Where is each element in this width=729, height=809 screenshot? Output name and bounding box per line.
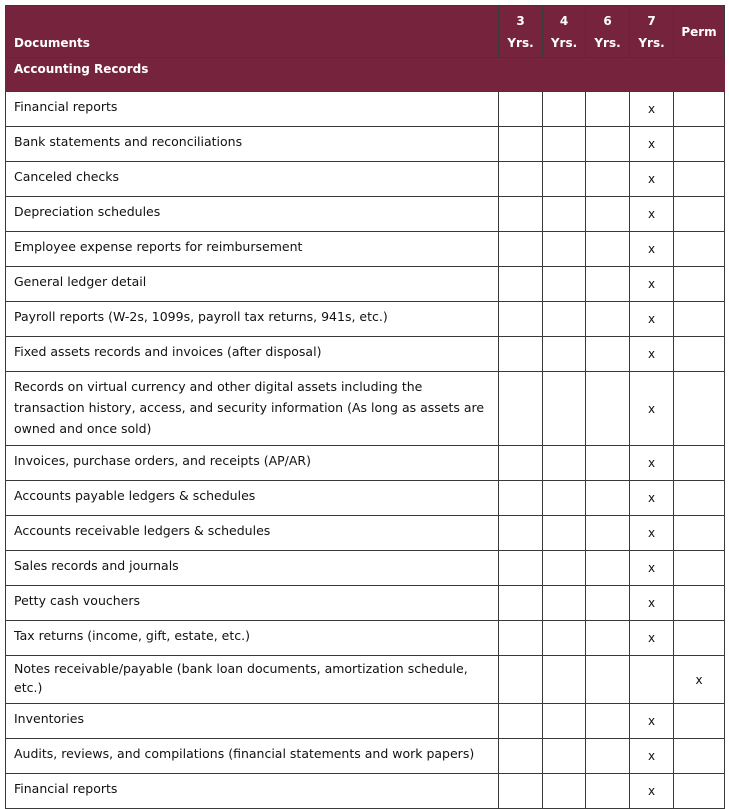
cell-3-yrs — [499, 516, 543, 551]
cell-6-yrs — [586, 197, 630, 232]
cell-perm — [674, 551, 725, 586]
header-4-yrs: 4 Yrs. — [543, 6, 586, 58]
cell-3-yrs — [499, 197, 543, 232]
cell-6-yrs — [586, 302, 630, 337]
cell-6-yrs — [586, 232, 630, 267]
cell-perm — [674, 232, 725, 267]
cell-7-yrs: x — [630, 127, 674, 162]
cell-3-yrs — [499, 162, 543, 197]
cell-7-yrs: x — [630, 162, 674, 197]
table-row — [6, 774, 725, 809]
cell-3-yrs — [499, 656, 543, 704]
table-row — [6, 372, 725, 446]
table-row — [6, 162, 725, 197]
cell-4-yrs — [543, 551, 586, 586]
cell-3-yrs — [499, 267, 543, 302]
cell-3-yrs — [499, 302, 543, 337]
cell-7-yrs: x — [630, 337, 674, 372]
cell-7-yrs: x — [630, 586, 674, 621]
cell-3-yrs — [499, 621, 543, 656]
cell-7-yrs: x — [630, 551, 674, 586]
cell-3-yrs — [499, 739, 543, 774]
cell-7-yrs: x — [630, 481, 674, 516]
cell-6-yrs — [586, 127, 630, 162]
cell-6-yrs — [586, 621, 630, 656]
table-row — [6, 232, 725, 267]
cell-4-yrs — [543, 446, 586, 481]
cell-3-yrs — [499, 704, 543, 739]
cell-perm — [674, 197, 725, 232]
cell-perm — [674, 739, 725, 774]
document-name: Audits, reviews, and compilations (financial statements and work papers) — [6, 739, 499, 774]
document-name: Employee expense reports for reimbursement — [6, 232, 499, 267]
document-name: Accounts payable ledgers & schedules — [6, 481, 499, 516]
header-7-yrs: 7 Yrs. — [630, 6, 674, 58]
header-perm: Perm — [674, 6, 725, 58]
cell-6-yrs — [586, 704, 630, 739]
retention-table — [5, 5, 725, 809]
document-name: Bank statements and reconciliations — [6, 127, 499, 162]
cell-perm — [674, 586, 725, 621]
cell-7-yrs: x — [630, 774, 674, 809]
document-name: Payroll reports (W-2s, 1099s, payroll tax returns, 941s, etc.) — [6, 302, 499, 337]
cell-4-yrs — [543, 197, 586, 232]
cell-4-yrs — [543, 302, 586, 337]
cell-6-yrs — [586, 162, 630, 197]
table-row — [6, 197, 725, 232]
cell-perm — [674, 774, 725, 809]
table-row — [6, 337, 725, 372]
cell-6-yrs — [586, 481, 630, 516]
header-6-yrs: 6 Yrs. — [586, 6, 630, 58]
header-3-yrs: 3 Yrs. — [499, 6, 543, 58]
cell-6-yrs — [586, 372, 630, 446]
cell-4-yrs — [543, 127, 586, 162]
cell-7-yrs: x — [630, 197, 674, 232]
cell-3-yrs — [499, 232, 543, 267]
cell-perm — [674, 621, 725, 656]
document-name: Invoices, purchase orders, and receipts (AP/AR) — [6, 446, 499, 481]
cell-7-yrs: x — [630, 739, 674, 774]
document-name: Sales records and journals — [6, 551, 499, 586]
cell-3-yrs — [499, 481, 543, 516]
cell-4-yrs — [543, 774, 586, 809]
cell-7-yrs: x — [630, 516, 674, 551]
cell-perm — [674, 446, 725, 481]
cell-3-yrs — [499, 446, 543, 481]
document-name: Tax returns (income, gift, estate, etc.) — [6, 621, 499, 656]
cell-6-yrs — [586, 92, 630, 127]
table-row — [6, 446, 725, 481]
cell-6-yrs — [586, 446, 630, 481]
cell-6-yrs — [586, 774, 630, 809]
cell-4-yrs — [543, 481, 586, 516]
cell-perm — [674, 337, 725, 372]
cell-4-yrs — [543, 516, 586, 551]
table-row — [6, 267, 725, 302]
cell-perm — [674, 162, 725, 197]
cell-6-yrs — [586, 739, 630, 774]
table-row — [6, 704, 725, 739]
cell-7-yrs: x — [630, 92, 674, 127]
table-row — [6, 586, 725, 621]
cell-3-yrs — [499, 551, 543, 586]
table-row — [6, 516, 725, 551]
cell-3-yrs — [499, 586, 543, 621]
table-row — [6, 656, 725, 704]
cell-4-yrs — [543, 92, 586, 127]
cell-6-yrs — [586, 551, 630, 586]
table-row — [6, 92, 725, 127]
cell-perm — [674, 372, 725, 446]
cell-7-yrs: x — [630, 372, 674, 446]
cell-7-yrs: x — [630, 446, 674, 481]
section-row — [6, 58, 725, 92]
cell-4-yrs — [543, 267, 586, 302]
cell-perm: x — [674, 656, 725, 704]
cell-7-yrs: x — [630, 704, 674, 739]
document-name: Depreciation schedules — [6, 197, 499, 232]
table-row — [6, 302, 725, 337]
document-name: Financial reports — [6, 774, 499, 809]
table-row — [6, 621, 725, 656]
cell-4-yrs — [543, 739, 586, 774]
cell-perm — [674, 302, 725, 337]
document-name: Financial reports — [6, 92, 499, 127]
cell-6-yrs — [586, 586, 630, 621]
cell-4-yrs — [543, 372, 586, 446]
cell-3-yrs — [499, 92, 543, 127]
cell-7-yrs: x — [630, 232, 674, 267]
cell-4-yrs — [543, 162, 586, 197]
cell-7-yrs: x — [630, 267, 674, 302]
cell-4-yrs — [543, 704, 586, 739]
document-name: Canceled checks — [6, 162, 499, 197]
cell-3-yrs — [499, 337, 543, 372]
table-row — [6, 481, 725, 516]
header-documents: Documents — [6, 6, 499, 58]
cell-4-yrs — [543, 232, 586, 267]
cell-4-yrs — [543, 337, 586, 372]
document-name: Accounts receivable ledgers & schedules — [6, 516, 499, 551]
table-row — [6, 551, 725, 586]
cell-7-yrs — [630, 656, 674, 704]
cell-3-yrs — [499, 127, 543, 162]
document-name: Fixed assets records and invoices (after disposal) — [6, 337, 499, 372]
table-row — [6, 739, 725, 774]
table-row — [6, 127, 725, 162]
cell-6-yrs — [586, 656, 630, 704]
cell-4-yrs — [543, 621, 586, 656]
cell-4-yrs — [543, 586, 586, 621]
cell-perm — [674, 481, 725, 516]
cell-perm — [674, 516, 725, 551]
cell-4-yrs — [543, 656, 586, 704]
document-name: Records on virtual currency and other digital assets including the transaction history, access, and security information (As long as assets are owned and once sold) — [6, 372, 499, 446]
cell-3-yrs — [499, 372, 543, 446]
cell-6-yrs — [586, 516, 630, 551]
cell-7-yrs: x — [630, 302, 674, 337]
cell-3-yrs — [499, 774, 543, 809]
cell-6-yrs — [586, 337, 630, 372]
cell-perm — [674, 127, 725, 162]
header-row — [6, 6, 725, 58]
cell-perm — [674, 92, 725, 127]
document-name: Petty cash vouchers — [6, 586, 499, 621]
section-title: Accounting Records — [6, 58, 725, 92]
document-name: Notes receivable/payable (bank loan documents, amortization schedule, etc.) — [6, 656, 499, 704]
cell-perm — [674, 704, 725, 739]
document-name: General ledger detail — [6, 267, 499, 302]
document-name: Inventories — [6, 704, 499, 739]
cell-perm — [674, 267, 725, 302]
cell-6-yrs — [586, 267, 630, 302]
cell-7-yrs: x — [630, 621, 674, 656]
